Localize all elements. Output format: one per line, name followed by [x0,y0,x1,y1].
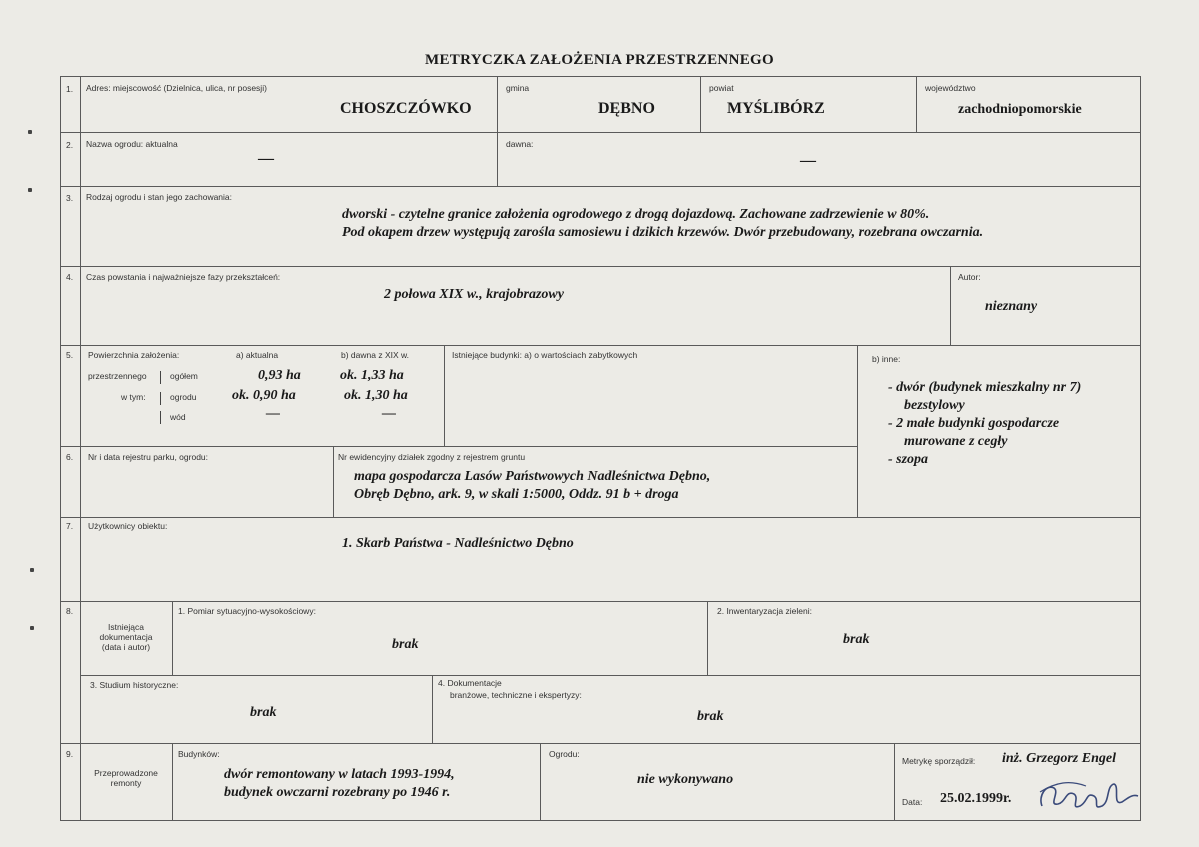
other-building-item: - 2 małe budynki gospodarcze [888,416,1060,431]
garden-area-label: ogrodu [170,392,197,402]
garden-name-label: Nazwa ogrodu: aktualna [86,139,178,149]
other-building-item: - szopa [888,452,929,467]
garden-type-label: Rodzaj ogrodu i stan jego zachowania: [86,192,233,202]
survey-label: 1. Pomiar sytuacyjno-wysokościowy: [178,606,316,616]
users-value: 1. Skarb Państwa - Nadleśnictwo Dębno [342,536,574,551]
area-label-2: przestrzennego [88,371,147,381]
other-buildings-list [888,379,1081,469]
technical-docs-label-1: 4. Dokumentacje [438,678,502,688]
survey-value: brak [392,637,419,652]
bracket-tick-1 [160,371,161,384]
former-name-label: dawna: [506,139,534,149]
margin-dot [30,626,34,630]
margin-dot [28,188,32,192]
bracket-tick-3 [160,411,161,424]
historic-buildings-label: Istniejące budynki: a) o wartościach zabytkowych [452,350,638,360]
repairs-side-line: remonty [110,778,142,788]
row-number-5: 5. [66,350,74,360]
row-number-7: 7. [66,521,74,531]
repairs-side-line: Przeprowadzone [94,768,158,778]
gmina-label: gmina [506,83,530,93]
powiat-value: MYŚLIBÓRZ [727,100,825,117]
row-number-3: 3. [66,193,74,203]
documentation-side-line: Istniejąca [108,622,144,632]
within-label: w tym: [121,392,146,402]
history-study-value: brak [250,705,277,720]
date-label: Data: [902,797,923,807]
history-study-label: 3. Studium historyczne: [90,680,179,690]
date-value: 25.02.1999r. [940,791,1012,806]
garden-repairs-value: nie wykonywano [637,772,734,787]
address-label: Adres: miejscowość (Dzielnica, ulica, nr posesji) [86,83,267,93]
other-building-item: bezstylowy [904,398,965,413]
gmina-value: DĘBNO [598,100,655,117]
signature-icon [1036,776,1140,816]
page-title: METRYCZKA ZAŁOŻENIA PRZESTRZENNEGO [425,52,774,68]
water-former-value: — [382,406,396,421]
powiat-label: powiat [709,83,734,93]
repairs-side-label [84,768,168,788]
address-value: CHOSZCZÓWKO [340,100,472,117]
plots-line-1: mapa gospodarcza Lasów Państwowych Nadleśnictwa Dębno, [354,469,711,484]
origin-value: 2 połowa XIX w., krajobrazowy [384,287,564,302]
row-number-1: 1. [66,84,74,94]
author-value: nieznany [985,299,1038,314]
total-label: ogółem [170,371,198,381]
origin-label: Czas powstania i najważniejsze fazy przekształceń: [86,272,281,282]
row-number-9: 9. [66,749,74,759]
prepared-by-label: Metrykę sporządził: [902,756,976,766]
plots-line-2: Obręb Dębno, ark. 9, w skali 1:5000, Oddz. 91 b + droga [354,487,679,502]
building-repairs-line-2: budynek owczarni rozebrany po 1946 r. [224,785,451,800]
voivodeship-value: zachodniopomorskie [958,102,1082,117]
row-number-6: 6. [66,452,74,462]
area-label: Powierzchnia założenia: [88,350,180,360]
technical-docs-value: brak [697,709,724,724]
row-number-8: 8. [66,606,74,616]
author-label: Autor: [958,272,981,282]
area-former-header: b) dawna z XIX w. [341,350,410,360]
margin-dot [28,130,32,134]
margin-dot [30,568,34,572]
documentation-side-line: (data i autor) [101,642,151,652]
technical-docs-label-2: branżowe, techniczne i ekspertyzy: [450,690,582,700]
garden-repairs-label: Ogrodu: [549,749,580,759]
documentation-side-label [84,622,168,652]
registry-label: Nr i data rejestru parku, ogrodu: [88,452,209,462]
other-building-item: murowane z cegły [904,434,1008,449]
total-current-value: 0,93 ha [258,368,301,383]
prepared-by-value: inż. Grzegorz Engel [1002,751,1116,766]
former-name-value: — [800,152,816,169]
row-number-2: 2. [66,140,74,150]
total-former-value: ok. 1,33 ha [340,368,404,383]
inventory-value: brak [843,632,870,647]
plots-label: Nr ewidencyjny działek zgodny z rejestrem gruntu [338,452,526,462]
garden-former-value: ok. 1,30 ha [344,388,408,403]
garden-name-value: — [258,150,274,167]
other-building-item: - dwór (budynek mieszkalny nr 7) [888,380,1082,395]
building-repairs-label: Budynków: [178,749,220,759]
area-current-header: a) aktualna [236,350,279,360]
building-repairs-line-1: dwór remontowany w latach 1993-1994, [224,767,455,782]
users-label: Użytkownicy obiektu: [88,521,168,531]
documentation-side-line: dokumentacja [99,632,153,642]
water-label: wód [170,412,186,422]
row-number-4: 4. [66,272,74,282]
bracket-tick-2 [160,392,161,405]
inventory-label: 2. Inwentaryzacja zieleni: [717,606,812,616]
voivodeship-label: województwo [925,83,976,93]
garden-type-line-2: Pod okapem drzew występują zarośla samosiewu i dzikich krzewów. Dwór przebudowany, rozebrana owczarnia. [342,225,984,240]
water-current-value: — [266,406,280,421]
garden-current-value: ok. 0,90 ha [232,388,296,403]
garden-type-line-1: dworski - czytelne granice założenia ogrodowego z drogą dojazdową. Zachowane zadrzewienie w 80%. [342,207,930,222]
other-buildings-label: b) inne: [872,354,901,364]
